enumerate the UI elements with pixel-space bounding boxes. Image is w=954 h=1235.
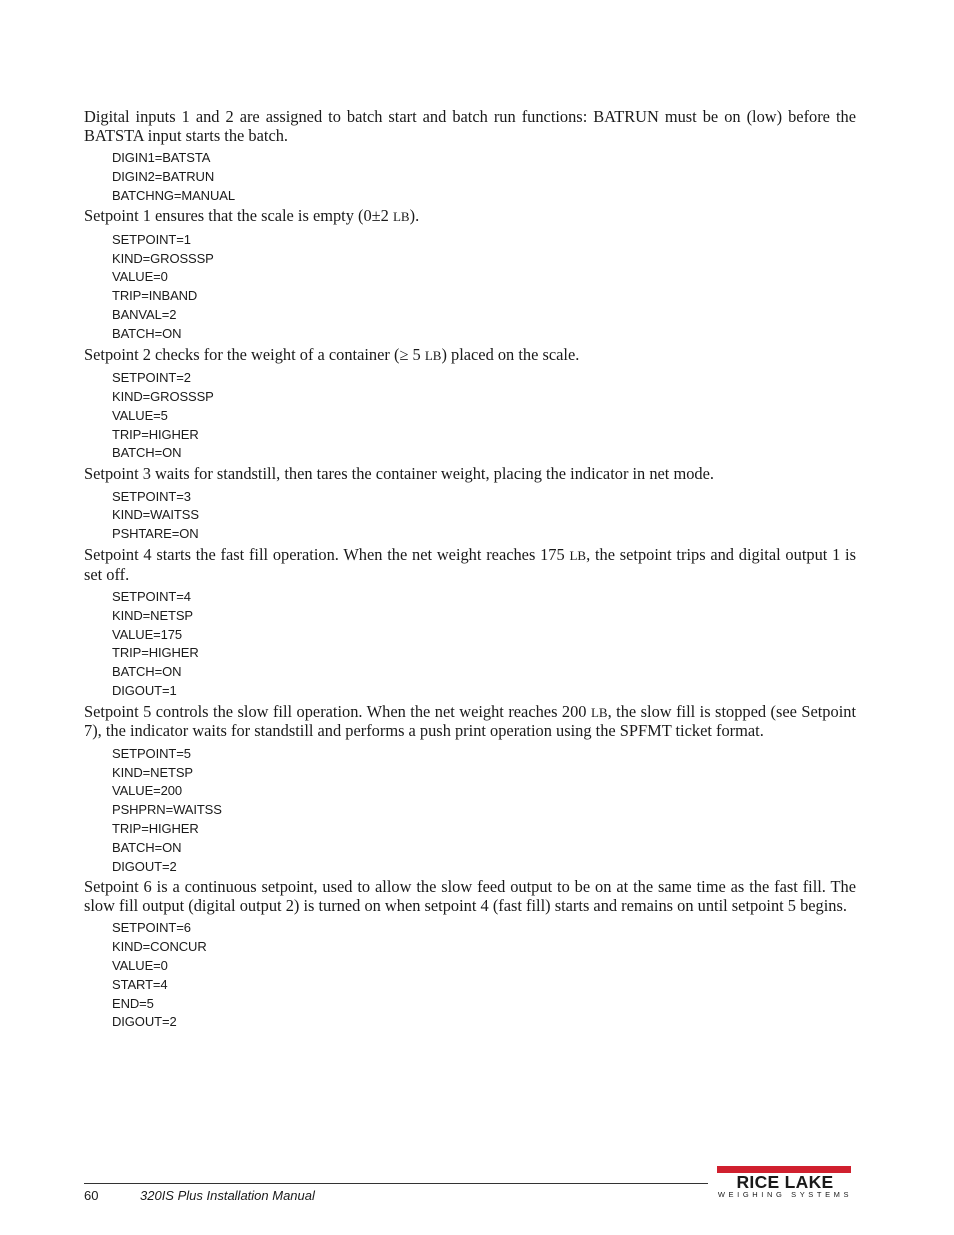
- config-line: KIND=NETSP: [112, 607, 193, 623]
- page-body: [84, 108, 856, 1034]
- config-block-setpoint-6: [112, 919, 856, 1032]
- config-line: TRIP=INBAND: [112, 288, 198, 304]
- paragraph-setpoint-2: Setpoint 2 checks for the weight of a container (≥ 5 LB) placed on the scale.: [84, 344, 580, 364]
- config-line: KIND=NETSP: [112, 764, 193, 780]
- page-number: 60: [84, 1188, 99, 1203]
- config-block-setpoint-3: [112, 488, 856, 544]
- config-line: BATCHNG=MANUAL: [112, 187, 235, 203]
- config-block-digital-inputs: [112, 149, 856, 205]
- config-line: SETPOINT=5: [112, 745, 191, 761]
- config-line: BATCH=ON: [112, 664, 182, 680]
- config-line: DIGOUT=1: [112, 683, 177, 699]
- config-line: BATCH=ON: [112, 839, 182, 855]
- config-line: BATCH=ON: [112, 445, 182, 461]
- config-line: BANVAL=2: [112, 307, 177, 323]
- config-line: VALUE=0: [112, 958, 168, 973]
- config-line: SETPOINT=6: [112, 920, 191, 936]
- config-line: PSHPRN=WAITSS: [112, 802, 222, 818]
- manual-title: 320IS Plus Installation Manual: [140, 1188, 315, 1203]
- config-block-setpoint-4: [112, 588, 856, 701]
- config-line: END=5: [112, 995, 154, 1011]
- config-line: VALUE=200: [112, 783, 183, 799]
- config-line: BATCH=ON: [112, 325, 182, 341]
- config-line: SETPOINT=1: [112, 231, 191, 247]
- config-line: VALUE=5: [112, 407, 168, 423]
- config-line: KIND=GROSSSP: [112, 250, 214, 266]
- config-line: PSHTARE=ON: [112, 526, 199, 542]
- config-line: DIGOUT=2: [112, 858, 177, 874]
- rice-lake-logo: [713, 1166, 853, 1200]
- config-line: SETPOINT=2: [112, 370, 191, 386]
- config-block-setpoint-2: [112, 369, 856, 463]
- paragraph-setpoint-3: Setpoint 3 waits for standstill, then tares the container weight, placing the indicator in net mode.: [84, 464, 714, 484]
- config-block-setpoint-5: [112, 745, 856, 877]
- config-line: KIND=GROSSSP: [112, 388, 214, 404]
- paragraph-setpoint-1: Setpoint 1 ensures that the scale is empty (0±2 LB).: [84, 206, 420, 226]
- config-line: DIGIN1=BATSTA: [112, 150, 211, 165]
- paragraph-digital-inputs: Digital inputs 1 and 2 are assigned to batch start and batch run functions: BATRUN must be on (low) before the BATSTA input starts the batch.: [84, 107, 856, 145]
- config-line: KIND=WAITSS: [112, 507, 199, 523]
- config-line: DIGIN2=BATRUN: [112, 168, 215, 184]
- paragraph-setpoint-4: Setpoint 4 starts the fast fill operation. When the net weight reaches 175 LB, the setpoint trips and digital output 1 is set off.: [84, 545, 856, 584]
- paragraph-setpoint-6: Setpoint 6 is a continuous setpoint, used to allow the slow feed output to be on at the same time as the fast fill. The slow fill output (digital output 2) is turned on when setpoint 4 (fast fill) starts and remains on until setpoint 5 begins.: [84, 877, 856, 915]
- config-line: KIND=CONCUR: [112, 939, 207, 955]
- config-line: TRIP=HIGHER: [112, 426, 199, 442]
- footer-rule: [84, 1183, 708, 1184]
- config-line: DIGOUT=2: [112, 1014, 177, 1030]
- config-line: START=4: [112, 976, 168, 992]
- logo-tagline: WEIGHING SYSTEMS: [717, 1190, 853, 1199]
- paragraph-setpoint-5: Setpoint 5 controls the slow fill operation. When the net weight reaches 200 LB, the slow fill is stopped (see Setpoint 7), the indicator waits for standstill and performs a push print operation using the SPFMT ticket format.: [84, 701, 856, 741]
- config-line: SETPOINT=4: [112, 589, 191, 605]
- config-line: SETPOINT=3: [112, 488, 191, 504]
- config-line: TRIP=HIGHER: [112, 645, 199, 661]
- config-line: TRIP=HIGHER: [112, 821, 199, 837]
- config-block-setpoint-1: [112, 231, 856, 344]
- config-line: VALUE=175: [112, 626, 183, 642]
- config-line: VALUE=0: [112, 269, 168, 285]
- logo-wordmark: RICE LAKE: [736, 1172, 834, 1192]
